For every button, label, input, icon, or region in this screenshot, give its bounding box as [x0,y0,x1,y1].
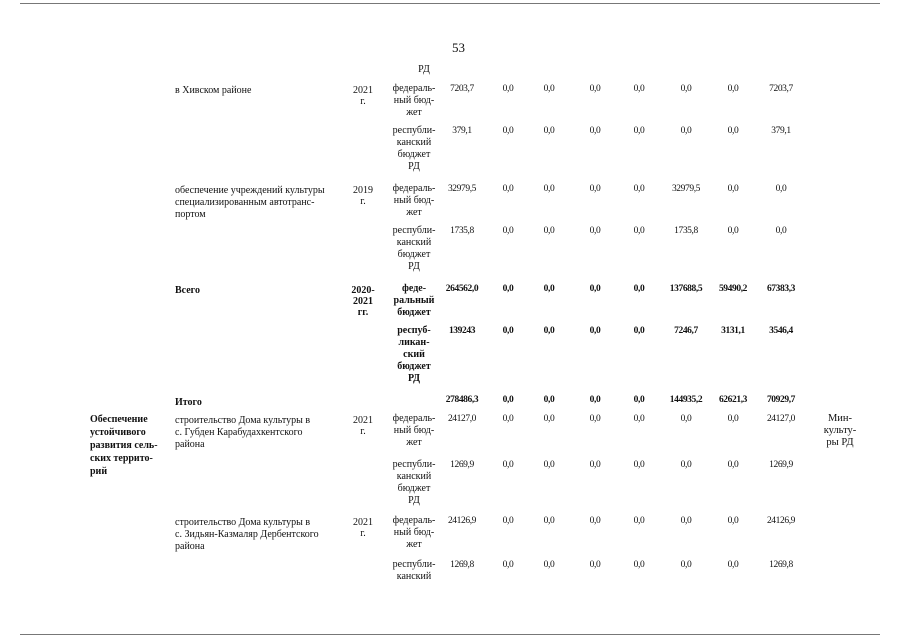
value-cell: 0,0 [633,516,645,526]
value-cell: 0,0 [502,284,514,294]
value-cell: 0,0 [633,395,645,405]
value-cell: 0,0 [589,516,601,526]
value-cell: 67383,3 [766,284,796,294]
funding-source: республи- канский [392,559,436,582]
value-cell: 7203,7 [769,84,793,94]
value-cell: 0,0 [727,184,739,194]
value-cell: 0,0 [543,226,555,236]
value-cell: 139243 [448,326,476,336]
value-cell: 0,0 [680,126,692,136]
value-cell: 0,0 [589,184,601,194]
row-label: строительство Дома культуры в с. Зидьян-Казмаляр Дербентского района [175,517,319,552]
section-title: Обеспечение устойчивого развития сель- ских террито- рий [90,414,158,477]
value-cell: 7203,7 [450,84,474,94]
funding-source: федераль- ный бюд- жет [392,413,436,448]
value-cell: 0,0 [543,460,555,470]
value-cell: 0,0 [589,326,601,336]
responsible-org: Мин- культу- ры РД [823,413,857,448]
value-cell: 0,0 [727,560,739,570]
value-cell: 0,0 [543,516,555,526]
value-cell: 0,0 [727,460,739,470]
value-cell: 379,1 [452,126,472,136]
value-cell: 70929,7 [766,395,796,405]
value-cell: 0,0 [633,226,645,236]
value-cell: 0,0 [502,226,514,236]
value-cell: 0,0 [589,226,601,236]
value-cell: 0,0 [727,126,739,136]
value-cell: 0,0 [543,395,555,405]
funding-source: республи- канский бюджет РД [392,125,436,172]
funding-source: федераль- ный бюд- жет [392,83,436,118]
value-cell: 59490,2 [718,284,748,294]
value-cell: 0,0 [502,460,514,470]
value-cell: 0,0 [502,414,514,424]
value-cell: 24127,0 [766,414,796,424]
funding-source: федераль- ный бюд- жет [392,515,436,550]
page-number: 53 [452,40,465,55]
value-cell: 32979,5 [447,184,477,194]
row-year: 2019 г. [353,185,373,207]
value-cell: 0,0 [680,516,692,526]
value-cell: 0,0 [502,516,514,526]
value-cell: 0,0 [543,126,555,136]
value-cell: 0,0 [502,395,514,405]
funding-source: респуб- ликан- ский бюджет РД [397,325,431,384]
top-edge-line [20,3,880,4]
funding-source: республи- канский бюджет РД [392,225,436,272]
value-cell: 0,0 [633,560,645,570]
value-cell: 0,0 [502,560,514,570]
value-cell: 0,0 [502,184,514,194]
value-cell: 0,0 [543,84,555,94]
row-year: 2021 г. [353,415,373,437]
value-cell: 0,0 [502,126,514,136]
value-cell: 0,0 [633,414,645,424]
value-cell: 0,0 [589,414,601,424]
value-cell: 0,0 [727,84,739,94]
row-label: в Хивском районе [175,85,252,96]
value-cell: 264562,0 [445,284,479,294]
value-cell: 0,0 [589,84,601,94]
value-cell: 0,0 [775,184,787,194]
row-year: 2020- 2021 гг. [351,285,375,318]
value-cell: 0,0 [633,284,645,294]
value-cell: 137688,5 [669,284,703,294]
value-cell: 278486,3 [445,395,479,405]
value-cell: 1735,8 [450,226,474,236]
value-cell: 24127,0 [447,414,477,424]
value-cell: 1269,9 [769,460,793,470]
value-cell: 1735,8 [674,226,698,236]
value-cell: 32979,5 [671,184,701,194]
value-cell: 1269,9 [450,460,474,470]
funding-source: федераль- ный бюд- жет [392,183,436,218]
row-label: строительство Дома культуры в с. Губден Карабудахкентского района [175,415,311,450]
continuation-label: РД [418,64,430,75]
value-cell: 0,0 [589,126,601,136]
row-year: 2021 г. [353,517,373,539]
value-cell: 0,0 [680,84,692,94]
value-cell: 0,0 [543,326,555,336]
value-cell: 62621,3 [718,395,748,405]
value-cell: 0,0 [589,284,601,294]
value-cell: 0,0 [680,414,692,424]
value-cell: 0,0 [543,284,555,294]
funding-source: феде- ральный бюджет [393,283,435,318]
row-label: Всего [175,285,200,296]
value-cell: 0,0 [543,184,555,194]
value-cell: 3131,1 [721,326,745,336]
value-cell: 0,0 [589,395,601,405]
value-cell: 24126,9 [447,516,477,526]
value-cell: 0,0 [633,84,645,94]
row-label: обеспечение учреждений культуры специализированным автотранс- портом [175,185,325,220]
funding-source: республи- канский бюджет РД [392,459,436,506]
value-cell: 0,0 [633,184,645,194]
value-cell: 1269,8 [769,560,793,570]
value-cell: 0,0 [680,460,692,470]
row-label: Итого [175,397,202,408]
value-cell: 0,0 [727,516,739,526]
value-cell: 0,0 [775,226,787,236]
value-cell: 0,0 [633,326,645,336]
value-cell: 0,0 [589,560,601,570]
value-cell: 7246,7 [674,326,698,336]
row-year: 2021 г. [353,85,373,107]
value-cell: 0,0 [502,326,514,336]
value-cell: 0,0 [589,460,601,470]
value-cell: 0,0 [680,560,692,570]
value-cell: 3546,4 [769,326,793,336]
value-cell: 0,0 [633,460,645,470]
value-cell: 0,0 [502,84,514,94]
value-cell: 0,0 [543,560,555,570]
value-cell: 0,0 [727,226,739,236]
value-cell: 379,1 [771,126,791,136]
bottom-edge-line [20,634,880,635]
value-cell: 0,0 [543,414,555,424]
value-cell: 0,0 [633,126,645,136]
value-cell: 1269,8 [450,560,474,570]
value-cell: 24126,9 [766,516,796,526]
value-cell: 0,0 [727,414,739,424]
value-cell: 144935,2 [669,395,703,405]
